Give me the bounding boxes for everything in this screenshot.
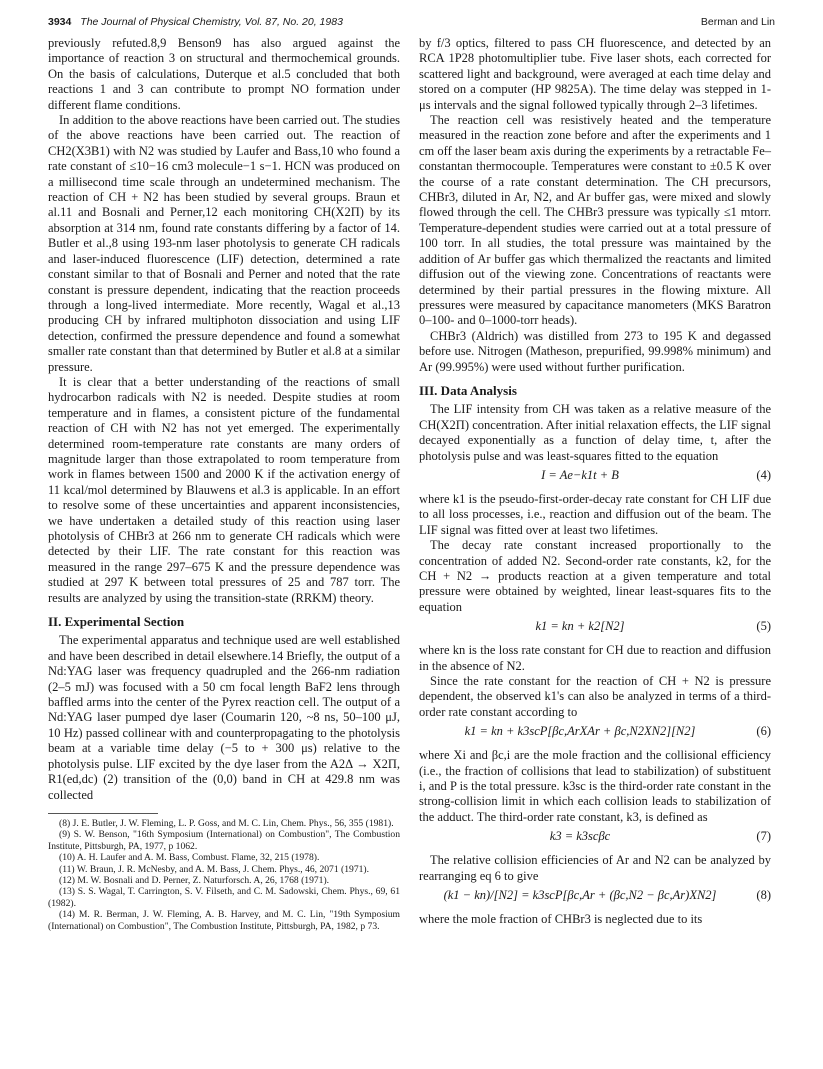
paragraph: where kn is the loss rate constant for CH due to reaction and diffusion in the absence of N2.	[419, 643, 771, 673]
footnote: (8) J. E. Butler, J. W. Fleming, L. P. Goss, and M. C. Lin, Chem. Phys., 56, 355 (1981).	[59, 817, 394, 829]
footnote-rule	[48, 813, 158, 814]
paragraph: by f/3 optics, filtered to pass CH fluorescence, and detected by an RCA 1P28 photomultiplier tube. Five laser shots, each corrected for scattered light and background, were averaged at each time delay and stored on a computer (HP 9825A). The time delay was stepped in 1-μs intervals and the signal followed typically through 2–3 lifetimes.	[419, 36, 771, 112]
equation-number: (6)	[756, 724, 771, 739]
paragraph: Since the rate constant for the reaction of CH + N2 is pressure dependent, the observed k1's can also be analyzed in terms of a third-order rate constant according to	[419, 674, 771, 719]
journal-title: The Journal of Physical Chemistry, Vol. 87, No. 20, 1983	[80, 16, 343, 28]
equation-number: (5)	[756, 619, 771, 634]
footnote: (10) A. H. Laufer and A. M. Bass, Combust. Flame, 32, 215 (1978).	[59, 852, 320, 864]
section-heading: II. Experimental Section	[48, 614, 185, 630]
section-heading: III. Data Analysis	[419, 382, 517, 398]
equation-number: (7)	[756, 829, 771, 844]
paragraph: The experimental apparatus and technique used are well established and have been described in detail elsewhere.14 Briefly, the output of a Nd:YAG laser was frequency quadrupled and the 266-nm radiation (2–5 mJ) was focused with a 50 cm focal length BaF2 lens through baffled arms into the center of the Pyrex reaction cell. The output of a Nd:YAG laser pumped dye laser (Coumarin 120, ~8 ns, 50–100 μJ, 10 Hz) passed collinear with and counterpropagating to the photolysis beam at a variable time delay (−5 to + 300 μs) relative to the photolysis pulse. LIF excited by the dye laser from the A2Δ → X2Π, R1(ed,dc) (2) transition of the (0,0) band in CH at 429.8 nm was collected	[48, 633, 400, 802]
footnote: (12) M. W. Bosnali and D. Perner, Z. Naturforsch. A, 26, 1768 (1971).	[59, 874, 330, 886]
paragraph: where Xi and βc,i are the mole fraction and the collisional efficiency (i.e., the fraction of collisions that lead to stabilization) of substituent i, and P is the total pressure. k3sc is the third-order rate constant in the strong-collision limit in which each collision leads to stabilization of the adduct. The third-order rate constant, k3, is defined as	[419, 748, 771, 824]
footnote: (14) M. R. Berman, J. W. Fleming, A. B. Harvey, and M. C. Lin, "19th Symposium (International) on Combustion", The Combustion Institute, Pittsburgh, PA, 1982, p 73.	[48, 909, 400, 932]
header-authors: Berman and Lin	[700, 16, 775, 28]
equation-7	[419, 829, 771, 849]
paragraph: where k1 is the pseudo-first-order-decay rate constant for CH LIF due to all loss processes, i.e., reaction and diffusion out of the beam. The LIF signal was fitted over at least two lifetimes.	[419, 491, 771, 537]
header-left	[48, 16, 343, 28]
paragraph: The LIF intensity from CH was taken as a relative measure of the CH(X2Π) concentration. After initial relaxation effects, the LIF signal decayed exponentially as a function of delay time, t, after the photolysis pulse and was least-squares fitted to the equation	[419, 402, 771, 463]
equation-4	[419, 468, 771, 488]
paragraph: In addition to the above reactions have been carried out. The studies of the above reactions have been carried out. The reaction of CH2(X3B1) with N2 was studied by Laufer and Bass,10 who found a rate constant of ≤10−16 cm3 molecule−1 s−1. HCN was produced on a millisecond time scale through an undetermined mechanism. The reaction of CH + N2 has been studied by several groups. Braun et al.11 and Bosnali and Perner,12 each monitoring CH(X2Π) by its absorption at 314 nm, found rate constants differing by a factor of 14. Butler et al.,8 using 193-nm laser photolysis to generate CH radicals and laser-induced fluorescence (LIF) detection, determined a rate constant similar to that of Bosnali and Perner and noted that the rate constant is pressure dependent, indicating that the reaction proceeds through a long-lived intermediate. More recently, Wagal et al.,13 producing CH by infrared multiphoton dissociation and using LIF detection, confirmed the pressure dependence and found a somewhat smaller rate constant than that determined by Butler et al.8 at a similar pressure.	[48, 113, 400, 374]
equation-number: (8)	[756, 888, 771, 903]
equation-expression: (k1 − kn)/[N2] = k3scP[βc,Ar + (βc,N2 − βc,Ar)XN2]	[443, 888, 717, 903]
footnote: (11) W. Braun, J. R. McNesby, and A. M. Bass, J. Chem. Phys., 46, 2071 (1971).	[59, 863, 370, 875]
page-number: 3934	[48, 16, 72, 28]
paragraph: The reaction cell was resistively heated and the temperature measured in the reaction zone before and after the experiments and 1 cm off the laser beam axis during the experiments by a retractable Fe–constantan thermocouple. Temperatures were constant to ±0.5 K over the course of a rate constant determination. The CH precursors, CHBr3, diluted in Ar, N2, and Ar buffer gas, were mixed and slowly flowed through the cell. The CHBr3 pressure was typically ≤1 mtorr. Temperature-dependent studies were carried out at a total pressure of 100 torr. In all studies, the total pressure was maintained by the addition of Ar buffer gas which thermalized the reactants and limited diffusion out of the viewing zone. Concentrations of reactants were determined by their partial pressures in the flowing mixture. All pressures were measured by capacitance manometers (MKS Baratron 0–100- and 0–1000-torr heads).	[419, 113, 771, 328]
equation-expression: k1 = kn + k2[N2]	[535, 619, 625, 634]
paragraph: It is clear that a better understanding of the reactions of small hydrocarbon radicals with N2 is needed. Despite studies at room temperature and in flames, a consistent picture of the fundamental reaction of CH with N2 has not yet emerged. The experimentally determined room-temperature rate constants are many orders of magnitude larger than those extrapolated to room temperature from work in flames between 1500 and 2000 K if the activation energy of 11 kcal/mol determined by Blauwens et al.3 is applicable. In an effort to resolve some of these uncertainties and apparent inconsistencies, we have undertaken a detailed study of this reaction using laser photolysis of CHBr3 at 266 nm to generate CH radicals which were detected by their LIF. The rate constant for this reaction was measured in the range 297–675 K and the pressure dependence was studied at 297 K between total pressures of 25 and 787 torr. The results are analyzed by using the transition-state (RRKM) theory.	[48, 374, 400, 605]
paragraph: where the mole fraction of CHBr3 is neglected due to its	[419, 912, 703, 927]
equation-6	[419, 724, 771, 744]
running-header	[48, 16, 775, 32]
left-column	[48, 36, 400, 932]
equation-expression: k1 = kn + k3scP[βc,ArXAr + βc,N2XN2][N2]	[464, 724, 696, 739]
footnote: (13) S. S. Wagal, T. Carrington, S. V. Filseth, and C. M. Sadowski, Chem. Phys., 69, 61 (1982).	[48, 886, 400, 909]
paragraph: The relative collision efficiencies of Ar and N2 can be analyzed by rearranging eq 6 to give	[419, 853, 771, 883]
equation-expression: I = Ae−k1t + B	[541, 467, 619, 482]
paragraph: CHBr3 (Aldrich) was distilled from 273 to 195 K and degassed before use. Nitrogen (Matheson, prepurified, 99.998% minimum) and Ar (99.995%) were used without further purification.	[419, 328, 771, 374]
equation-5	[419, 619, 771, 639]
equation-expression: k3 = k3scβc	[549, 829, 611, 844]
right-column	[419, 36, 771, 928]
paragraph: The decay rate constant increased proportionally to the concentration of added N2. Second-order rate constants, k2, for the CH + N2 → products reaction at a given temperature and total pressure were obtained by weighted, linear least-squares fits to the equation	[419, 538, 771, 614]
equation-8	[419, 888, 771, 908]
paragraph: previously refuted.8,9 Benson9 has also argued against the importance of reaction 3 on structural and thermochemical grounds. On the basis of calculations, Duterque et al.5 concluded that both reactions 1 and 3 can contribute to prompt NO formation under different flame conditions.	[48, 36, 400, 112]
footnote: (9) S. W. Benson, "16th Symposium (International) on Combustion", The Combustion Institute, Pittsburgh, PA, 1977, p 1062.	[48, 829, 400, 852]
equation-number: (4)	[756, 467, 771, 482]
